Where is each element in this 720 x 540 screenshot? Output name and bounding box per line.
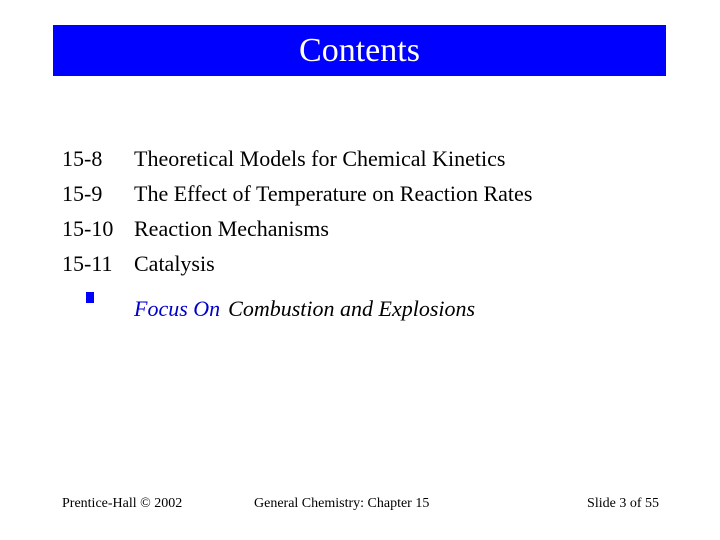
focus-on-topic: Combustion and Explosions xyxy=(228,296,476,321)
section-title: Theoretical Models for Chemical Kinetics xyxy=(134,146,506,171)
section-number: 15-9 xyxy=(62,181,103,206)
title-bar xyxy=(53,25,666,76)
footer-course: General Chemistry: Chapter 15 xyxy=(254,496,430,511)
focus-on-text xyxy=(134,291,475,326)
contents-item xyxy=(62,246,532,281)
section-number: 15-10 xyxy=(62,216,114,241)
section-title: Catalysis xyxy=(134,251,215,276)
focus-on-item xyxy=(62,281,532,321)
contents-list xyxy=(62,141,533,321)
section-title: Reaction Mechanisms xyxy=(134,216,329,241)
contents-item xyxy=(62,141,532,176)
contents-item xyxy=(62,176,532,211)
section-number: 15-11 xyxy=(62,251,113,276)
square-bullet-icon xyxy=(86,292,94,303)
focus-on-label: Focus On xyxy=(134,296,221,321)
footer-publisher: Prentice-Hall © 2002 xyxy=(62,496,183,511)
slide-title: Contents xyxy=(299,31,420,69)
bullet-cell xyxy=(62,281,134,316)
section-number: 15-8 xyxy=(62,146,103,171)
footer-slide-number: Slide 3 of 55 xyxy=(587,496,659,511)
section-title: The Effect of Temperature on Reaction Rates xyxy=(134,181,533,206)
contents-item xyxy=(62,211,532,246)
